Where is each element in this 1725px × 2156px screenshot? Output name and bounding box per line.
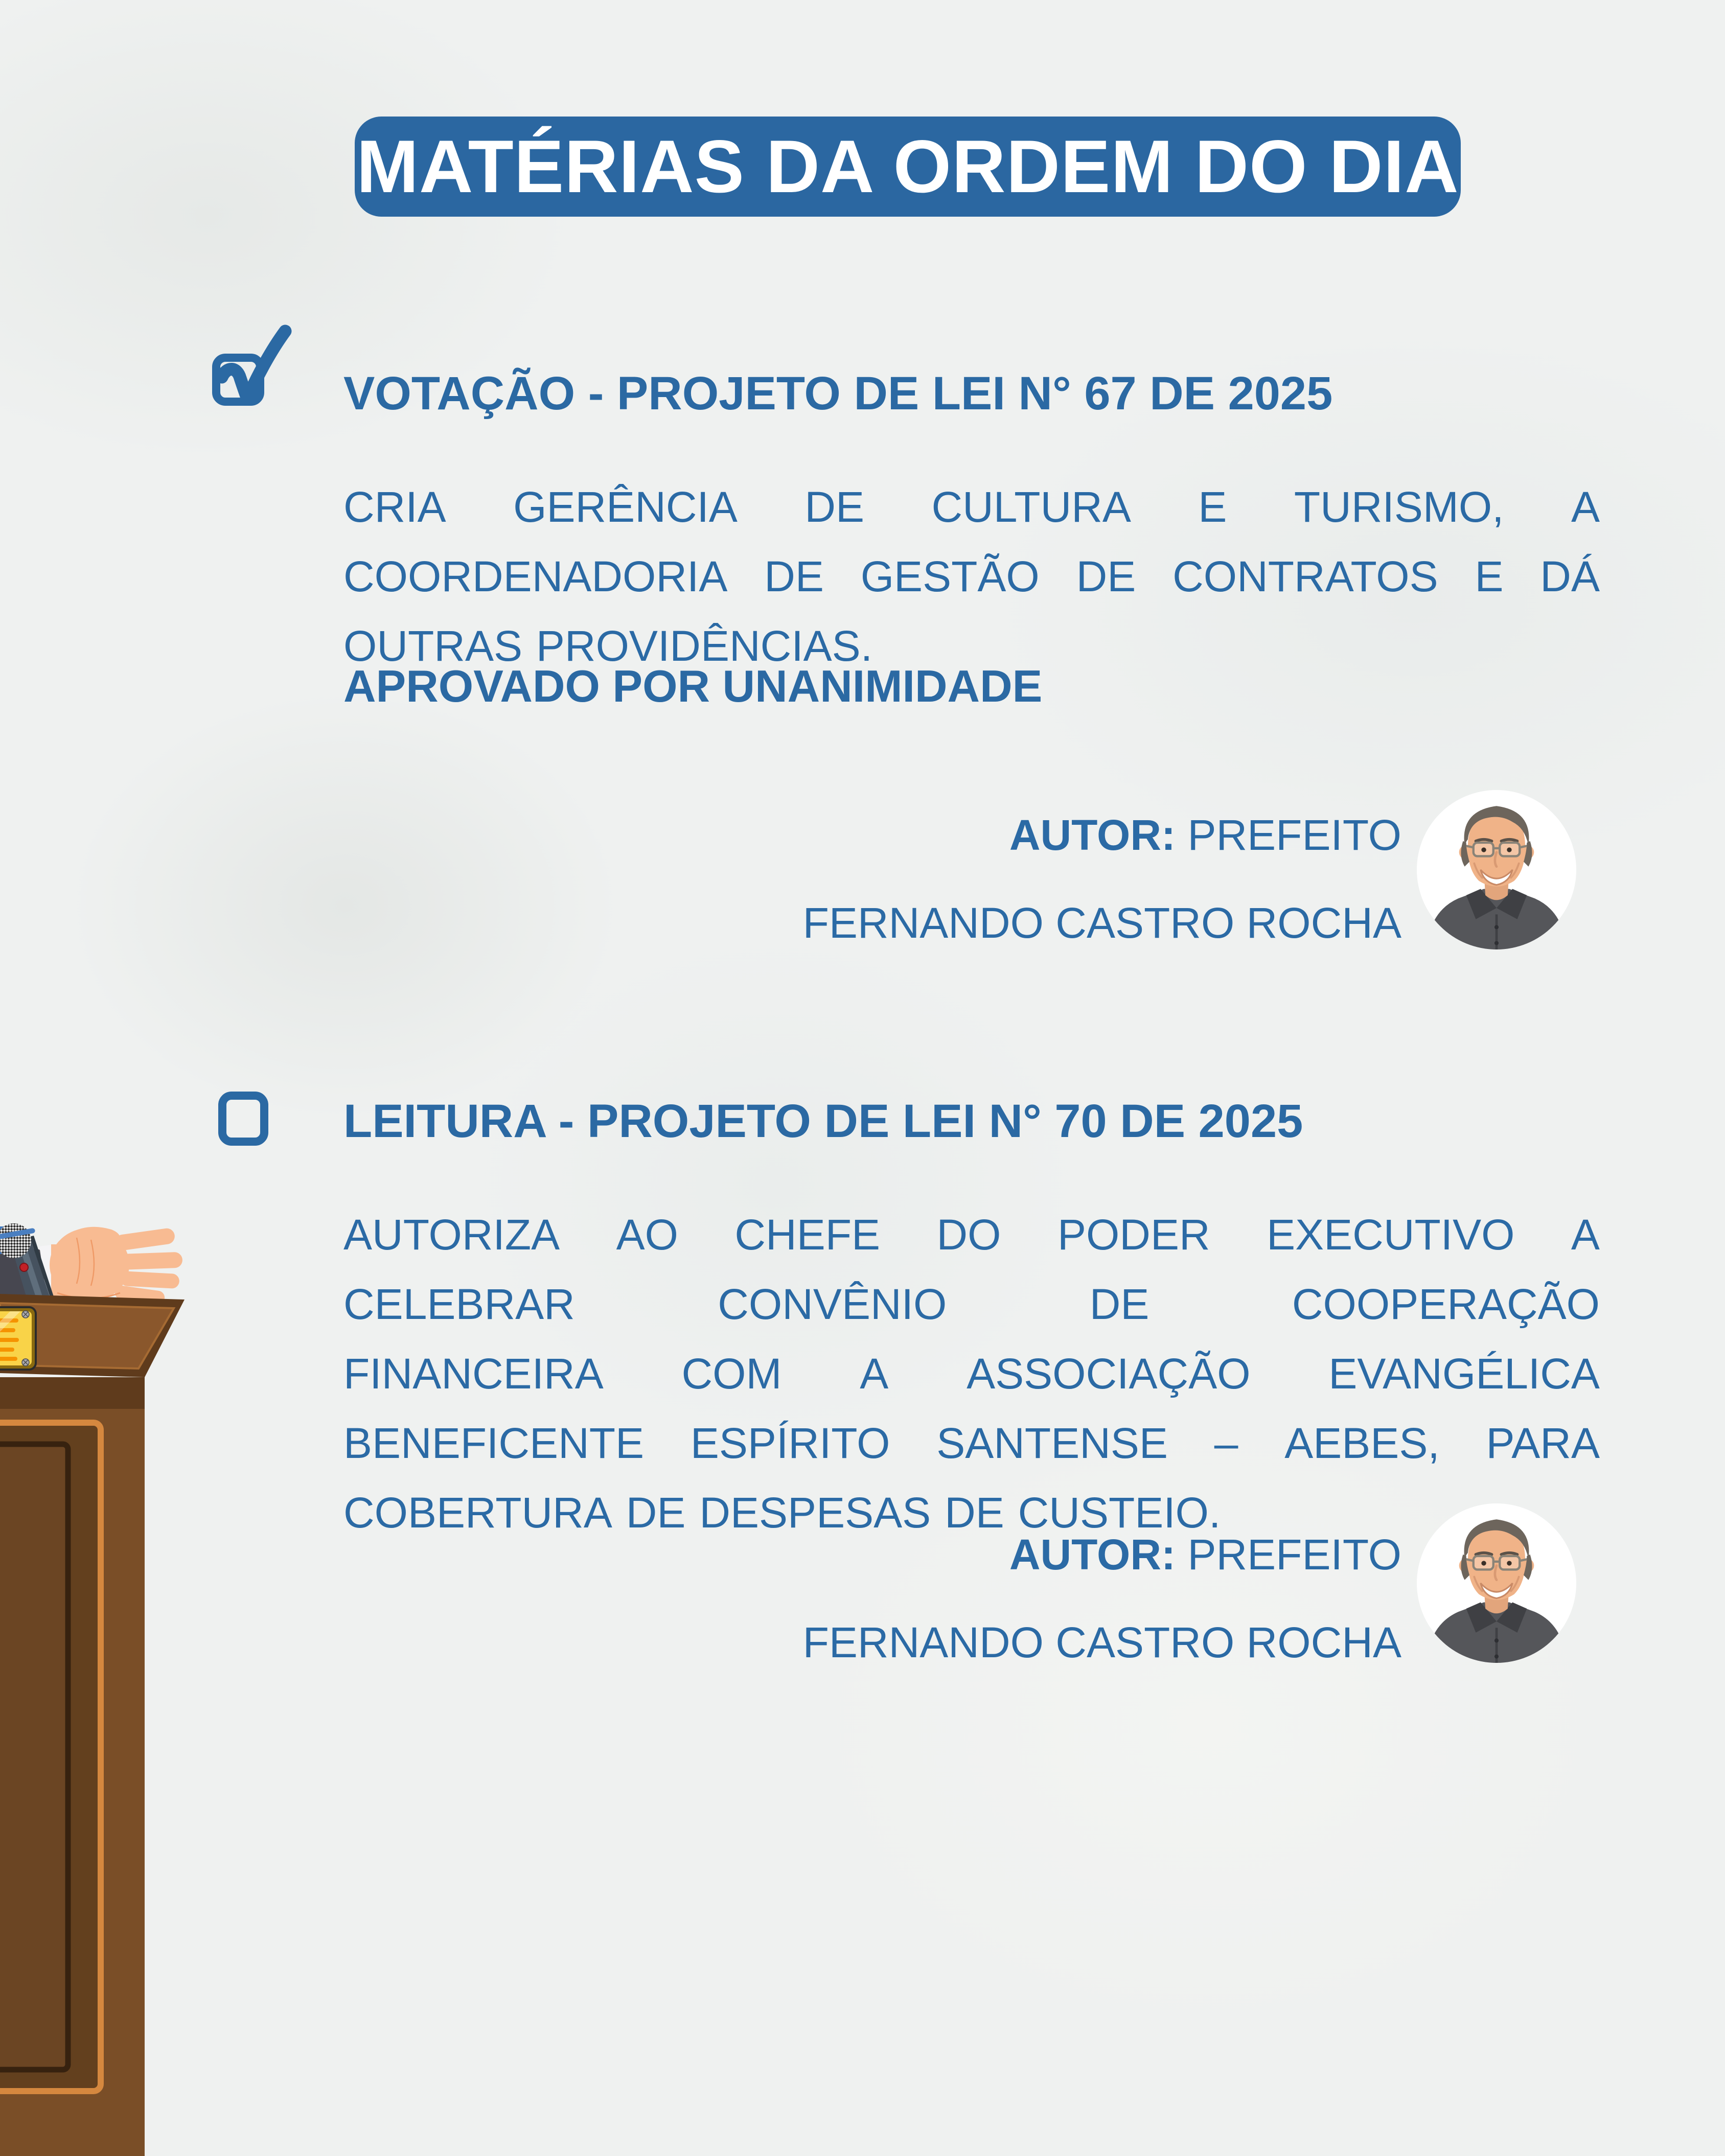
mayor-portrait-illustration — [1417, 790, 1576, 949]
item2-author — [343, 1511, 1401, 1686]
author-name: FERNANDO CASTRO ROCHA — [802, 1618, 1401, 1666]
podium-speaker-illustration — [0, 1216, 204, 2156]
author-label: AUTOR: — [1009, 1531, 1176, 1579]
item2-title: LEITURA - PROJETO DE LEI N° 70 DE 2025 — [343, 1095, 1303, 1147]
hand-illustration — [50, 1227, 182, 1306]
author-role-line — [343, 791, 1401, 879]
author-role-line — [343, 1511, 1401, 1598]
author-photo — [1417, 790, 1576, 949]
page-title: MATÉRIAS DA ORDEM DO DIA — [356, 125, 1459, 208]
item2-checkbox[interactable] — [218, 1092, 268, 1146]
item2-summary: AUTORIZA AO CHEFE DO PODER EXECUTIVO A CELEBRAR CONVÊNIO DE COOPERAÇÃO FINANCEIRA COM A ASSOCIAÇÃO EVANGÉLICA BENEFICENTE ESPÍRITO SANTENSE – AEBES, PARA COBERTURA DE DESPESAS DE CUSTEIO. — [343, 1210, 1600, 1537]
item1-author — [343, 791, 1401, 967]
podium-door-panel — [0, 1423, 101, 2091]
mayor-portrait-illustration — [1417, 1503, 1576, 1663]
author-name: FERNANDO CASTRO ROCHA — [802, 899, 1401, 947]
author-role: PREFEITO — [1187, 811, 1401, 859]
item1-summary: CRIA GERÊNCIA DE CULTURA E TURISMO, A COORDENADORIA DE GESTÃO DE CONTRATOS E DÁ OUTRAS PROVIDÊNCIAS. — [343, 482, 1600, 670]
author-role: PREFEITO — [1187, 1531, 1401, 1579]
page-title-banner — [355, 117, 1461, 217]
podium-shadow-band — [0, 1377, 145, 1409]
author-photo — [1417, 1503, 1576, 1663]
podium-plaque — [0, 1307, 36, 1370]
checkmark-icon — [203, 307, 331, 434]
item1-status: APROVADO POR UNANIMIDADE — [343, 661, 1043, 711]
author-label: AUTOR: — [1009, 811, 1176, 859]
item1-title: VOTAÇÃO - PROJETO DE LEI N° 67 DE 2025 — [343, 367, 1333, 420]
